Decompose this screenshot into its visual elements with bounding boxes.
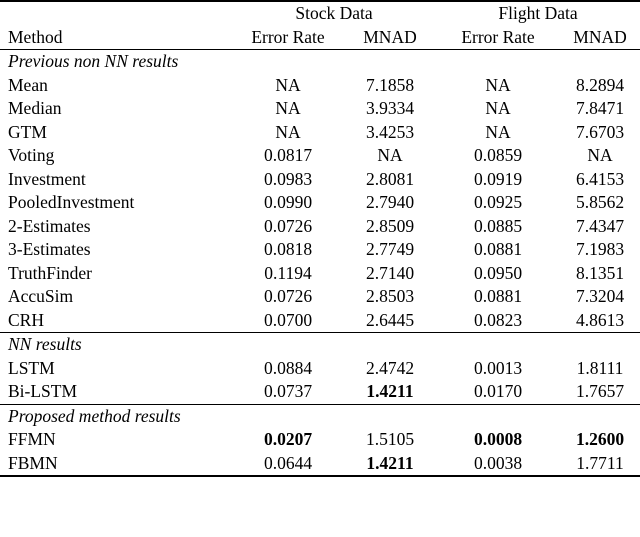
value-cell: 0.0207	[263, 429, 313, 450]
column-header-row	[0, 26, 640, 50]
value-cell: 0.0644	[263, 452, 313, 473]
value-cell: 0.0823	[473, 309, 523, 330]
section-title-row	[0, 333, 640, 357]
table-row	[0, 97, 640, 121]
value-cell: 0.0818	[263, 239, 313, 260]
value-cell: 2.7940	[365, 192, 415, 213]
table-row	[0, 309, 640, 333]
value-cell: 0.0925	[473, 192, 523, 213]
value-cell: 1.7657	[575, 381, 625, 402]
value-cell: 0.0817	[263, 145, 313, 166]
group-header-stock: Stock Data	[295, 3, 373, 24]
value-cell: 7.8471	[575, 98, 625, 119]
table-row	[0, 144, 640, 168]
value-cell: 2.8509	[365, 215, 415, 236]
method-cell: LSTM	[8, 357, 55, 378]
method-cell: Mean	[8, 74, 48, 95]
value-cell: 0.0884	[263, 357, 313, 378]
value-cell: 0.0726	[263, 215, 313, 236]
value-cell: 2.7749	[365, 239, 415, 260]
column-header-mnad-stock: MNAD	[344, 26, 436, 50]
value-cell: 0.0919	[473, 168, 523, 189]
value-cell: 2.4742	[365, 357, 415, 378]
table-row	[0, 191, 640, 215]
value-cell: 1.5105	[365, 429, 415, 450]
group-header-spacer	[0, 1, 232, 26]
value-cell: 8.2894	[575, 74, 625, 95]
table-header	[0, 1, 640, 50]
table-row	[0, 168, 640, 192]
value-cell: 1.7711	[576, 452, 624, 473]
value-cell: NA	[485, 121, 511, 142]
value-cell: NA	[275, 98, 301, 119]
group-header-row	[0, 1, 640, 26]
value-cell: 5.8562	[575, 192, 625, 213]
value-cell: 1.4211	[366, 381, 414, 402]
value-cell: 0.0881	[473, 286, 523, 307]
table-body	[0, 50, 640, 477]
table-row	[0, 428, 640, 452]
value-cell: 0.0885	[473, 215, 523, 236]
value-cell: 0.0008	[473, 429, 523, 450]
table-row	[0, 121, 640, 145]
value-cell: 0.0983	[263, 168, 313, 189]
method-cell: 3-Estimates	[8, 239, 91, 260]
value-cell: 0.0881	[473, 239, 523, 260]
value-cell: 2.8503	[365, 286, 415, 307]
value-cell: NA	[377, 145, 403, 166]
table-row	[0, 285, 640, 309]
method-cell: GTM	[8, 121, 47, 142]
section-title-row	[0, 404, 640, 428]
value-cell: 1.2600	[575, 429, 625, 450]
value-cell: 1.4211	[366, 452, 414, 473]
table-row	[0, 262, 640, 286]
value-cell: 0.0737	[263, 381, 313, 402]
value-cell: 0.0990	[263, 192, 313, 213]
method-cell: Bi-LSTM	[8, 381, 78, 402]
value-cell: 7.6703	[575, 121, 625, 142]
section-title: Previous non NN results	[8, 51, 179, 72]
value-cell: 0.0859	[473, 145, 523, 166]
value-cell: 0.0170	[473, 381, 523, 402]
method-cell: 2-Estimates	[8, 215, 91, 236]
value-cell: 0.0013	[473, 357, 523, 378]
method-cell: FFMN	[8, 429, 56, 450]
value-cell: 7.4347	[575, 215, 625, 236]
section-title-row	[0, 50, 640, 74]
table-row	[0, 215, 640, 239]
table-row	[0, 74, 640, 98]
column-header-error-rate-flight: Error Rate	[436, 26, 560, 50]
table-row	[0, 380, 640, 404]
value-cell: 6.4153	[575, 168, 625, 189]
table-row	[0, 452, 640, 477]
method-cell: TruthFinder	[8, 262, 92, 283]
column-header-method: Method	[0, 26, 232, 50]
value-cell: 4.8613	[575, 309, 625, 330]
method-cell: AccuSim	[8, 286, 74, 307]
table-row	[0, 238, 640, 262]
value-cell: NA	[485, 98, 511, 119]
table-row	[0, 357, 640, 381]
value-cell: 3.9334	[365, 98, 415, 119]
method-cell: Investment	[8, 168, 86, 189]
method-cell: Median	[8, 98, 62, 119]
value-cell: NA	[485, 74, 511, 95]
value-cell: NA	[275, 74, 301, 95]
value-cell: 7.1983	[575, 239, 625, 260]
group-header-flight: Flight Data	[498, 3, 578, 24]
column-header-error-rate-stock: Error Rate	[232, 26, 344, 50]
value-cell: 0.0038	[473, 452, 523, 473]
value-cell: 7.1858	[365, 74, 415, 95]
value-cell: 2.8081	[365, 168, 415, 189]
value-cell: 0.0700	[263, 309, 313, 330]
value-cell: 2.7140	[365, 262, 415, 283]
section-title: NN results	[0, 333, 640, 357]
method-cell: CRH	[8, 309, 44, 330]
value-cell: 7.3204	[575, 286, 625, 307]
value-cell: 8.1351	[575, 262, 625, 283]
value-cell: NA	[587, 145, 613, 166]
method-cell: PooledInvestment	[8, 192, 135, 213]
value-cell: 2.6445	[365, 309, 415, 330]
method-cell: FBMN	[8, 452, 58, 473]
value-cell: 1.8111	[576, 357, 624, 378]
value-cell: 0.0950	[473, 262, 523, 283]
value-cell: 3.4253	[365, 121, 415, 142]
section-title: Proposed method results	[0, 404, 640, 428]
value-cell: NA	[275, 121, 301, 142]
method-cell: Voting	[8, 145, 55, 166]
value-cell: 0.0726	[263, 286, 313, 307]
column-header-mnad-flight: MNAD	[560, 26, 640, 50]
value-cell: 0.1194	[264, 262, 312, 283]
